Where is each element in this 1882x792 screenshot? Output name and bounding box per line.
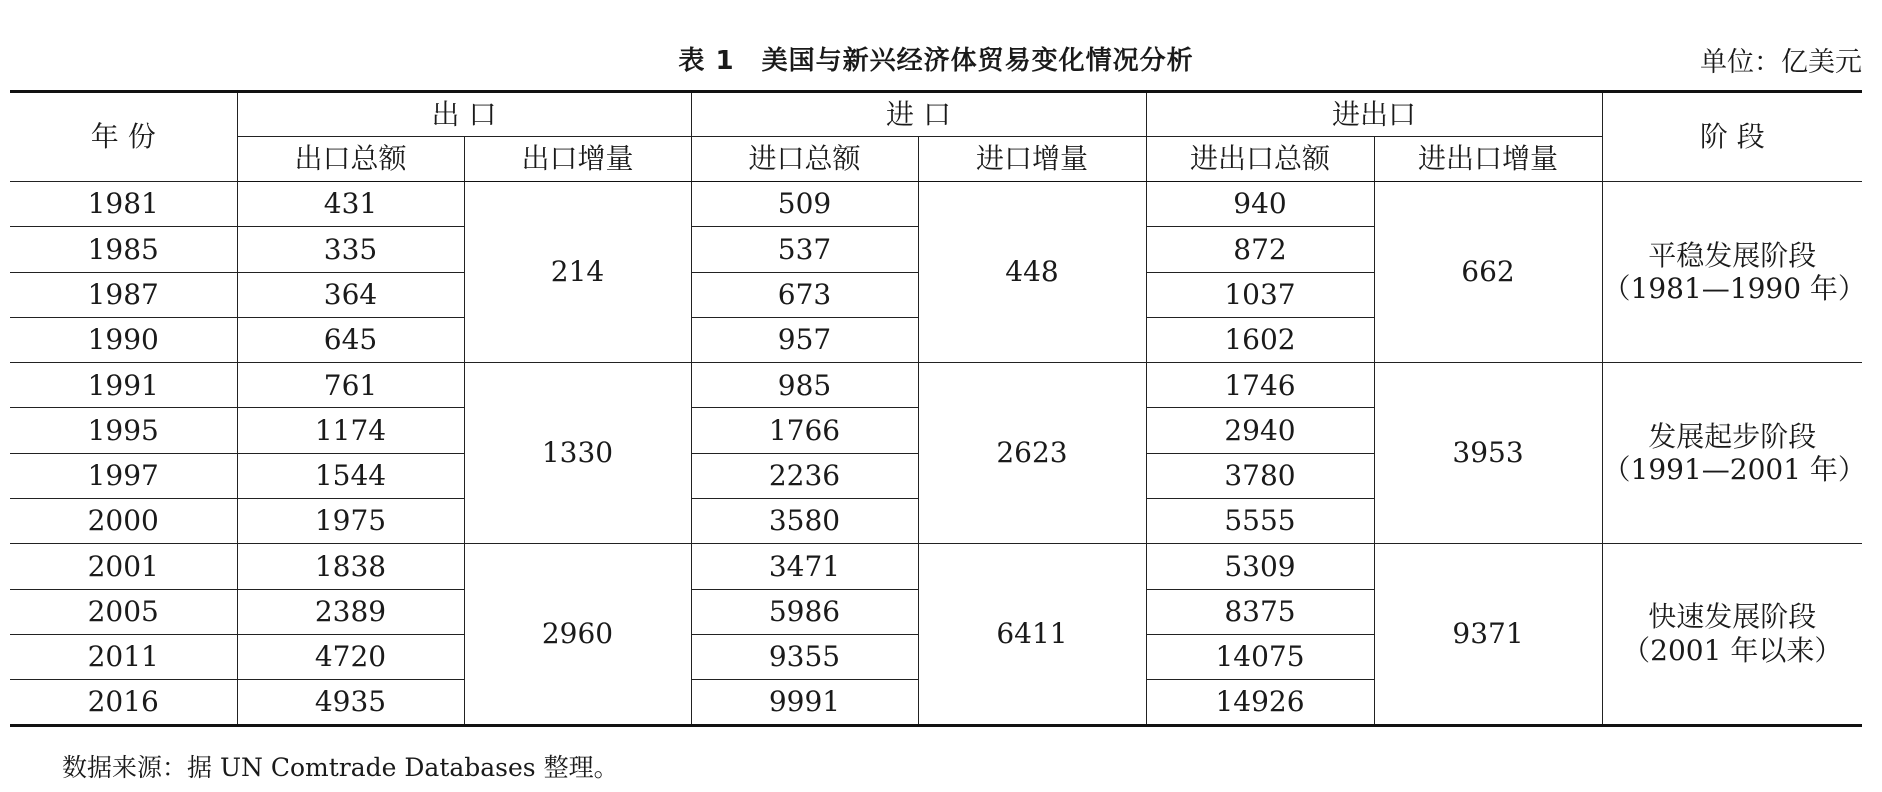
- trade-total-cell: 940: [1146, 182, 1374, 227]
- year-cell: 1991: [10, 363, 237, 408]
- year-cell: 2005: [10, 589, 237, 634]
- header-export-increase: 出口增量: [464, 137, 691, 182]
- header-row-groups: [10, 92, 1862, 137]
- table-row: [10, 363, 1862, 408]
- export-increase-cell: 2960: [464, 544, 691, 725]
- import-total-cell: 957: [691, 317, 918, 362]
- import-total-cell: 9355: [691, 634, 918, 679]
- year-cell: 1990: [10, 317, 237, 362]
- import-increase-cell: 6411: [918, 544, 1146, 725]
- table-row: [10, 544, 1862, 589]
- phase-name: 平稳发展阶段: [1648, 238, 1817, 272]
- export-total-cell: 761: [237, 363, 464, 408]
- trade-total-cell: 2940: [1146, 408, 1374, 453]
- header-import-group: 进 口: [691, 92, 1146, 137]
- year-cell: 2001: [10, 544, 237, 589]
- export-increase-cell: 214: [464, 182, 691, 363]
- phase-period: （1991—2001 年）: [1602, 453, 1866, 487]
- import-total-cell: 5986: [691, 589, 918, 634]
- phase-name: 快速发展阶段: [1648, 600, 1817, 634]
- phase-cell: [1602, 544, 1862, 725]
- header-import-total: 进口总额: [691, 137, 918, 182]
- header-phase: 阶 段: [1602, 92, 1862, 182]
- import-total-cell: 2236: [691, 453, 918, 498]
- table-title: 表 1 美国与新兴经济体贸易变化情况分析: [678, 46, 1194, 76]
- export-total-cell: 4935: [237, 680, 464, 725]
- export-total-cell: 431: [237, 182, 464, 227]
- import-total-cell: 9991: [691, 680, 918, 725]
- trade-total-cell: 5555: [1146, 499, 1374, 544]
- phase-cell: [1602, 363, 1866, 544]
- export-total-cell: 1838: [237, 544, 464, 589]
- source-note: 数据来源：据 UN Comtrade Databases 整理。: [62, 753, 619, 782]
- year-cell: 1985: [10, 227, 237, 272]
- year-cell: 2016: [10, 680, 237, 725]
- header-import-increase: 进口增量: [918, 137, 1146, 182]
- export-increase-cell: 1330: [464, 363, 691, 544]
- unit-label: 单位：亿美元: [1700, 47, 1862, 78]
- export-total-cell: 1975: [237, 499, 464, 544]
- header-row-columns: [10, 137, 1862, 182]
- trade-total-cell: 14926: [1146, 680, 1374, 725]
- export-total-cell: 364: [237, 272, 464, 317]
- trade-total-cell: 1602: [1146, 317, 1374, 362]
- trade-total-cell: 5309: [1146, 544, 1374, 589]
- year-cell: 1987: [10, 272, 237, 317]
- import-total-cell: 537: [691, 227, 918, 272]
- export-total-cell: 335: [237, 227, 464, 272]
- trade-total-cell: 14075: [1146, 634, 1374, 679]
- phase-cell: [1602, 182, 1866, 363]
- header-year: 年 份: [10, 92, 237, 182]
- title-bar: [10, 40, 1862, 84]
- trade-total-cell: 872: [1146, 227, 1374, 272]
- phase-period: （1981—1990 年）: [1602, 272, 1866, 306]
- import-total-cell: 3471: [691, 544, 918, 589]
- trade-total-cell: 1037: [1146, 272, 1374, 317]
- year-cell: 1981: [10, 182, 237, 227]
- import-increase-cell: 448: [918, 182, 1146, 363]
- export-total-cell: 2389: [237, 589, 464, 634]
- trade-increase-cell: 662: [1374, 182, 1602, 363]
- year-cell: 1995: [10, 408, 237, 453]
- export-total-cell: 4720: [237, 634, 464, 679]
- header-export-total: 出口总额: [237, 137, 464, 182]
- export-total-cell: 1174: [237, 408, 464, 453]
- table-body: [10, 182, 1866, 726]
- trade-table: [10, 90, 1866, 727]
- import-total-cell: 1766: [691, 408, 918, 453]
- trade-total-cell: 8375: [1146, 589, 1374, 634]
- year-cell: 1997: [10, 453, 237, 498]
- import-increase-cell: 2623: [918, 363, 1146, 544]
- import-total-cell: 985: [691, 363, 918, 408]
- trade-total-cell: 1746: [1146, 363, 1374, 408]
- import-total-cell: 673: [691, 272, 918, 317]
- header-trade-increase: 进出口增量: [1374, 137, 1602, 182]
- header-trade-group: 进出口: [1146, 92, 1602, 137]
- export-total-cell: 645: [237, 317, 464, 362]
- trade-total-cell: 3780: [1146, 453, 1374, 498]
- header-export-group: 出 口: [237, 92, 691, 137]
- header-trade-total: 进出口总额: [1146, 137, 1374, 182]
- import-total-cell: 3580: [691, 499, 918, 544]
- year-cell: 2000: [10, 499, 237, 544]
- table-row: [10, 182, 1862, 227]
- phase-name: 发展起步阶段: [1648, 419, 1817, 453]
- year-cell: 2011: [10, 634, 237, 679]
- export-total-cell: 1544: [237, 453, 464, 498]
- import-total-cell: 509: [691, 182, 918, 227]
- trade-increase-cell: 9371: [1374, 544, 1602, 725]
- phase-period: （2001 年以来）: [1622, 633, 1843, 667]
- trade-increase-cell: 3953: [1374, 363, 1602, 544]
